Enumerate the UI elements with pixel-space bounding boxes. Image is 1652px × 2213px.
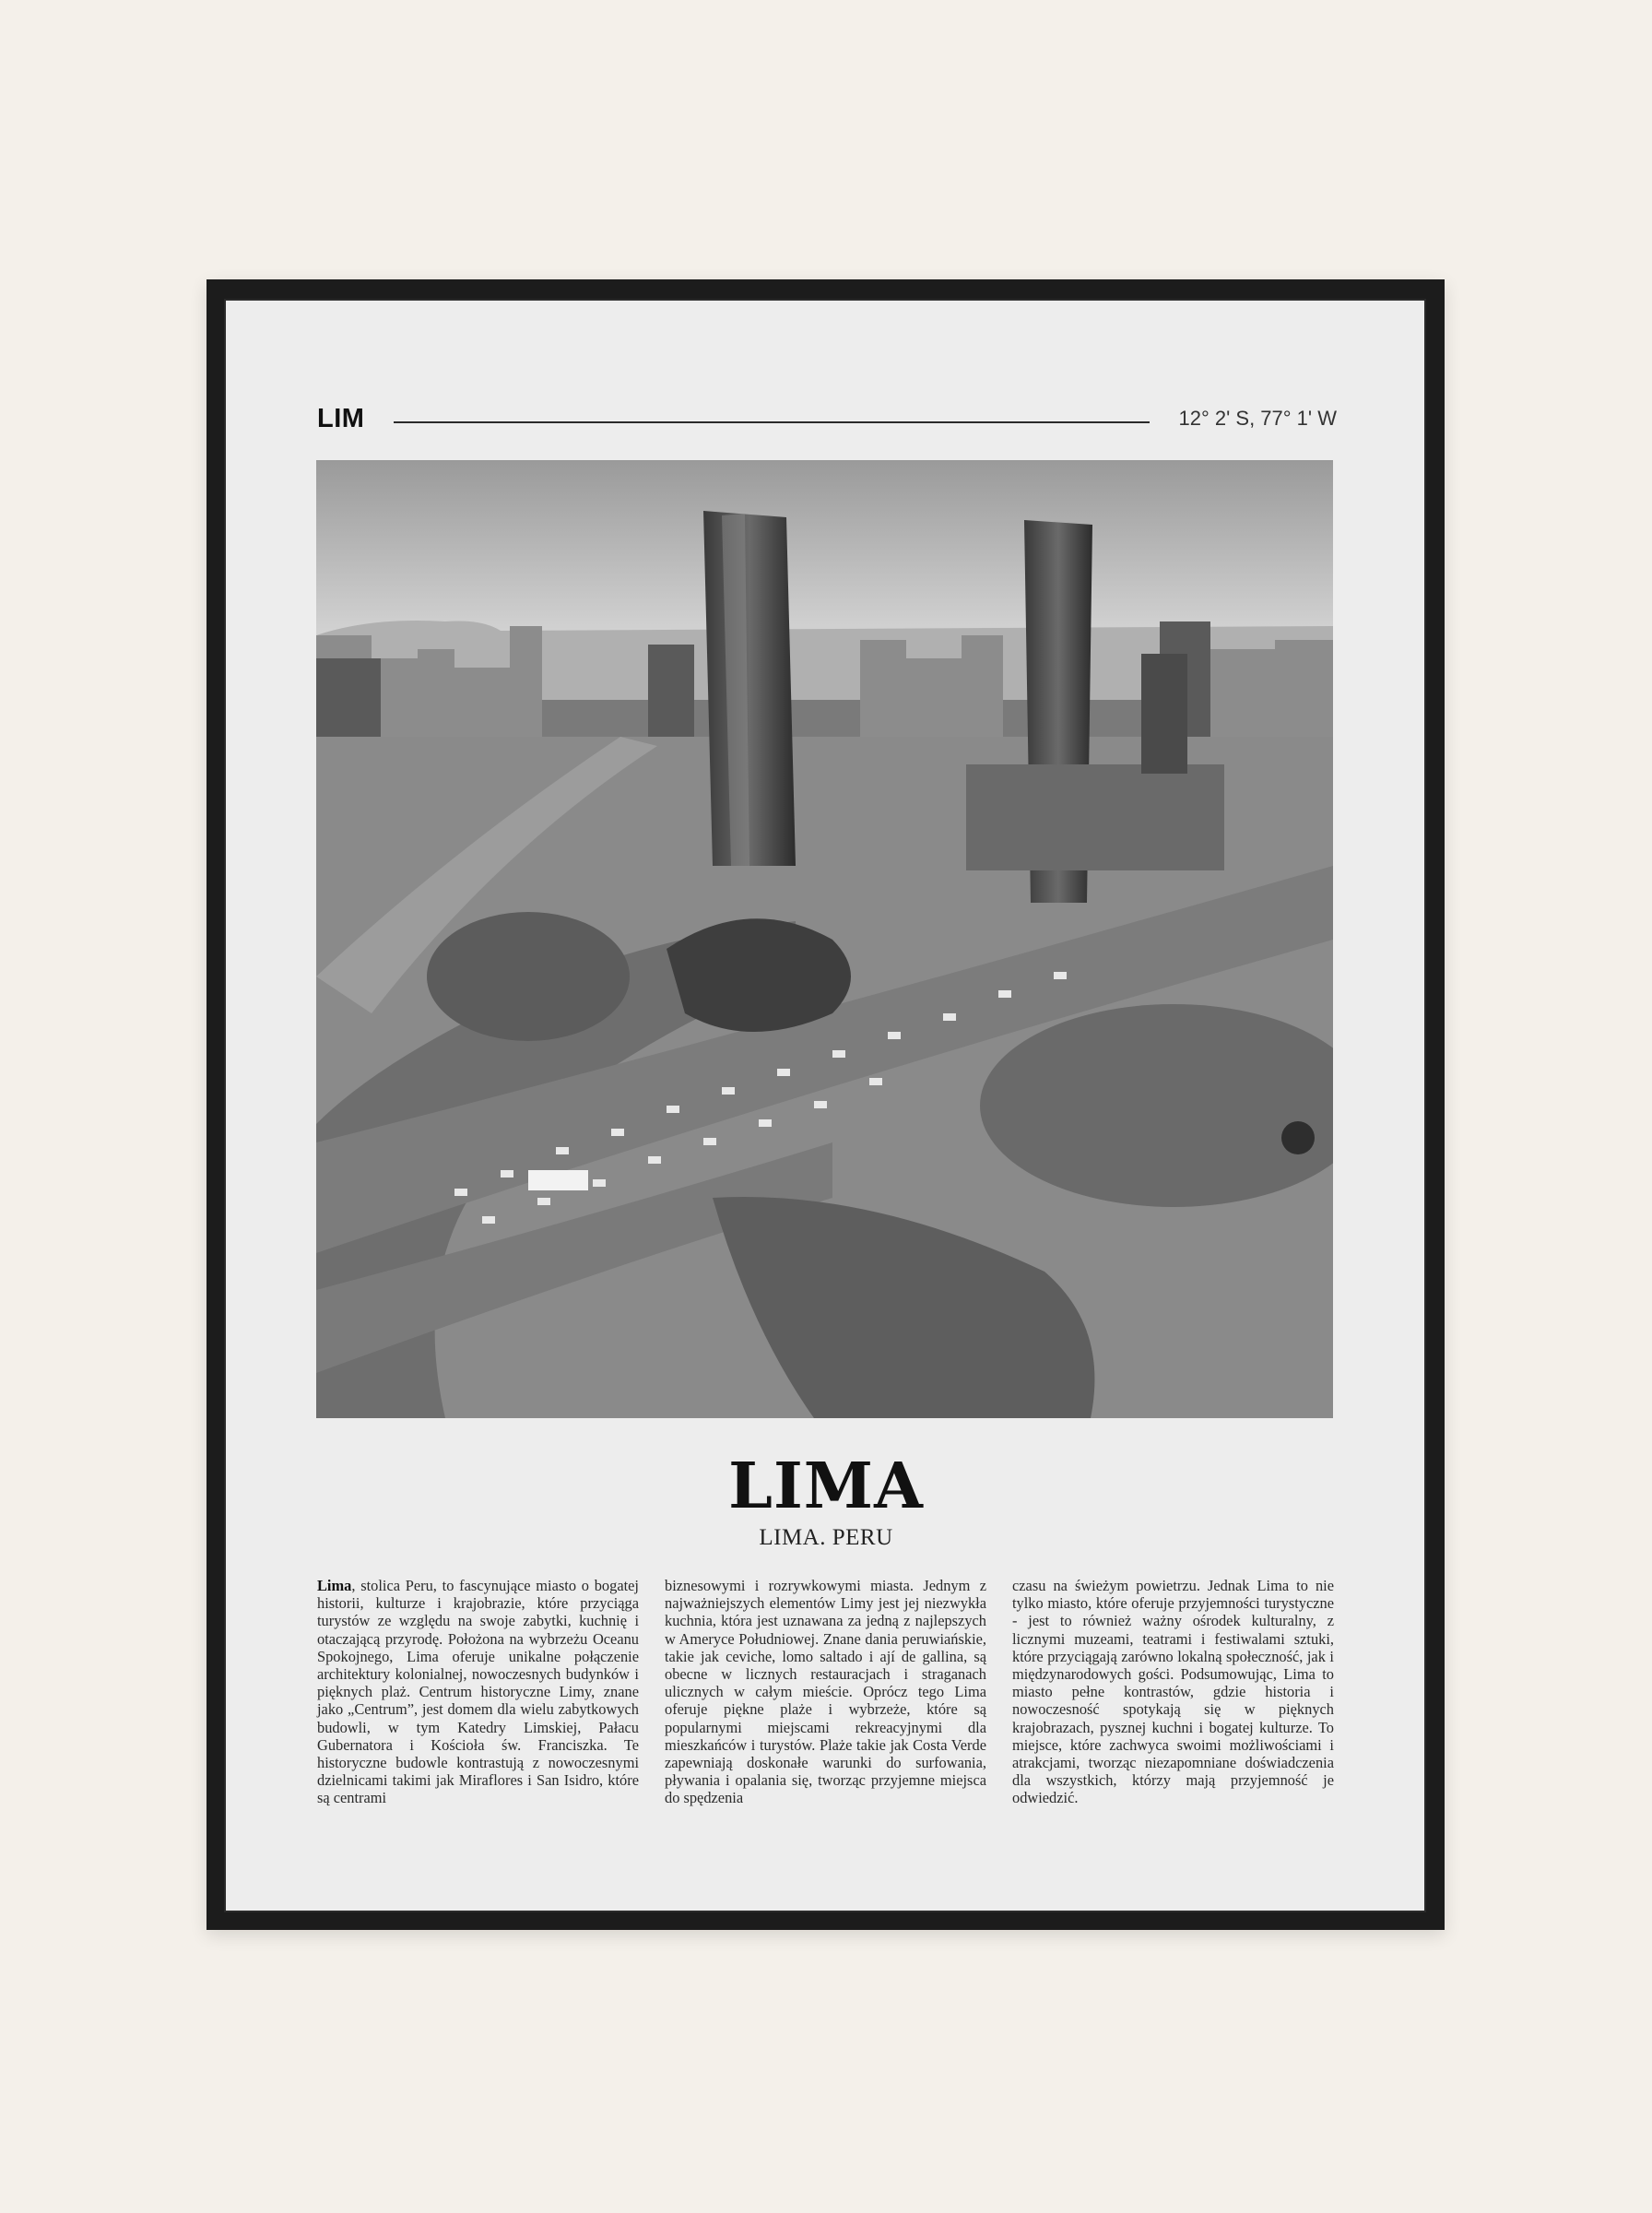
city-code: LIM xyxy=(317,404,365,433)
body-column-1 xyxy=(317,1577,639,1807)
header-rule xyxy=(394,421,1150,423)
body-lead-word: Lima xyxy=(317,1577,352,1594)
body-column-2: biznesowymi i rozrywkowymi miasta. Jednym z najważniejszych elementów Limy jest jej niezwykła kuchnia, która jest uznawana za jedną z najlepszych w Ameryce Południowej. Znane dania peruwiańskie, takie jak ceviche, lomo saltado i ají de gallina, są obecne w licznych restauracjach i straganach ulicznych w całym mieście. Oprócz tego Lima oferuje piękne plaże i wybrzeże, które są popularnymi miejscami rekreacyjnymi dla mieszkańców i turystów. Plaże takie jak Costa Verde zapewniają doskonałe warunki do surfowania, pływania i opalania się, tworząc przyjemne miejsca do spędzenia xyxy=(665,1577,986,1807)
body-columns xyxy=(317,1577,1334,1807)
poster-subtitle: LIMA. PERU xyxy=(759,1525,893,1550)
body-column-1-text: , stolica Peru, to fascynujące miasto o bogatej historii, kulturze i krajobrazie, które przyciąga turystów ze względu na swoje zabytki, kuchnię i otaczającą przyrodę. Położona na wybrzeżu Oceanu Spokojnego, Lima oferuje unikalne połączenie architektury kolonialnej, nowoczesnych budynków i pięknych plaż. Centrum historyczne Limy, znane jako „Centrum”, jest domem dla wielu zabytkowych budowli, w tym Katedry Limskiej, Pałacu Gubernatora i Kościoła św. Franciszka. Te historyczne budowle kontrastują z nowoczesnymi dzielnicami takimi jak Miraflores i San Isidro, które są centrami xyxy=(317,1577,639,1807)
city-coordinates: 12° 2' S, 77° 1' W xyxy=(1178,407,1337,430)
poster-title: LIMA xyxy=(728,1450,924,1523)
city-photo-illustration xyxy=(316,460,1333,1418)
city-photo xyxy=(316,460,1333,1418)
poster-header xyxy=(317,404,1337,441)
body-column-3: czasu na świeżym powietrzu. Jednak Lima to nie tylko miasto, które oferuje przyjemności turystyczne - jest to również ważny ośrodek kulturalny, z licznymi muzeami, teatrami i festiwalami sztuki, które przyciągają zarówno lokalną społeczność, jak i międzynarodowych gości. Podsumowując, Lima to miasto pełne kontrastów, gdzie historia i nowoczesność spotykają się w pięknych krajobrazach, pysznej kuchni i bogatej kulturze. To miejsce, które zachwyca swoimi możliwościami i atrakcjami, tworząc niezapomniane doświadczenia dla wszystkich, którzy mają przyjemność je odwiedzić. xyxy=(1012,1577,1334,1807)
